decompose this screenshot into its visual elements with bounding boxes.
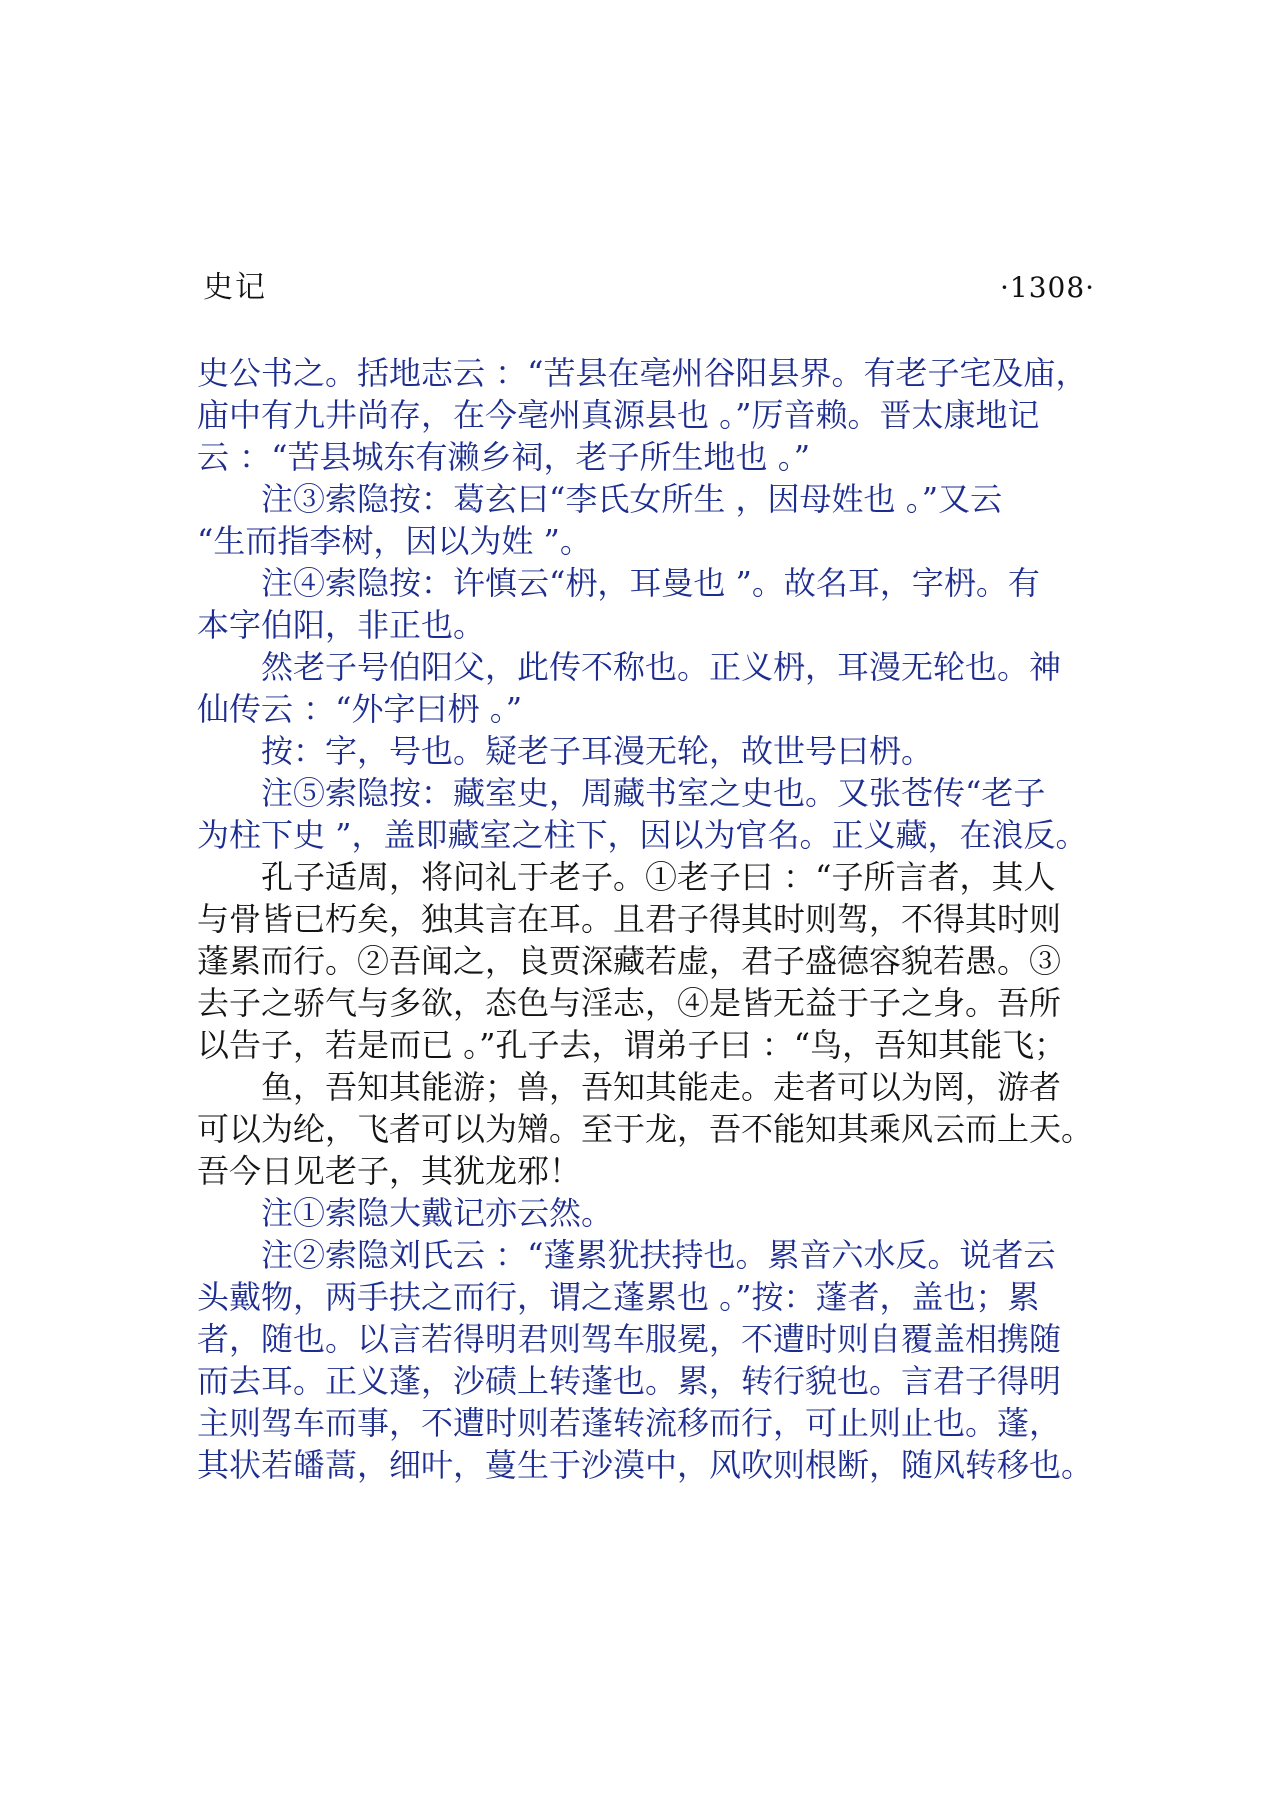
text-line: 注⑤索隐按：藏室史，周藏书室之史也。又张苍传“老子 [261,774,1046,812]
text-line: 庙中有九井尚存，在今亳州真源县也 。”厉音赖。晋太康地记 [197,396,1040,434]
text-line: 孔子适周，将问礼于老子。①老子曰 ：“子所言者，其人 [261,858,1056,896]
text-line: 头戴物，两手扶之而行，谓之蓬累也 。”按：蓬者，盖也；累 [197,1278,1040,1316]
text-line: 与骨皆已朽矣，独其言在耳。且君子得其时则驾，不得其时则 [197,900,1062,938]
text-line: 按：字，号也。疑老子耳漫无轮，故世号曰枬。 [261,732,934,770]
text-line: 而去耳。正义蓬，沙碛上转蓬也。累，转行貌也。言君子得明 [197,1362,1062,1400]
page-body-text [197,352,1112,1486]
text-line: 吾今日见老子，其犹龙邪！ [197,1152,582,1190]
text-line: 注③索隐按：葛玄曰“李氏女所生 ，因母姓也 。”又云 [261,480,1003,518]
running-head-title: 史记 [203,270,267,305]
text-line: 主则驾车而事，不遭时则若蓬转流移而行，可止则止也。蓬， [197,1404,1062,1442]
text-line: 者，随也。以言若得明君则驾车服冕，不遭时则自覆盖相携随 [197,1320,1062,1358]
text-line: 为柱下史 ”，盖即藏室之柱下，因以为官名。正义藏，在浪反。 [197,816,1088,854]
text-line: 然老子号伯阳父，此传不称也。正义枬，耳漫无轮也。神 [261,648,1062,686]
text-line: 注①索隐大戴记亦云然。 [261,1194,614,1232]
text-line: 史公书之。括地志云 ：“苦县在亳州谷阳县界。有老子宅及庙， [197,354,1088,392]
text-line: 鱼，吾知其能游；兽，吾知其能走。走者可以为罔，游者 [261,1068,1062,1106]
text-line: 去子之骄气与多欲，态色与淫志，④是皆无益于子之身。吾所 [197,984,1062,1022]
text-line: 蓬累而行。②吾闻之，良贾深藏若虚，君子盛德容貌若愚。③ [197,942,1062,980]
text-line: 注④索隐按：许慎云“枬，耳曼也 ”。故名耳，字枬。有 [261,564,1040,602]
text-line: “生而指李树，因以为姓 ”。 [197,522,592,560]
text-line: 以告子，若是而已 。”孔子去，谓弟子曰 ：“鸟，吾知其能飞； [197,1026,1067,1064]
text-line: 可以为纶，飞者可以为矰。至于龙，吾不能知其乘风云而上天。 [197,1110,1094,1148]
text-line: 注②索隐刘氏云 ：“蓬累犹扶持也。累音六水反。说者云 [261,1236,1056,1274]
page-number: ·1308· [1000,271,1096,304]
text-line: 其状若皤蒿，细叶，蔓生于沙漠中，风吹则根断，随风转移也。 [197,1446,1094,1484]
text-line: 本字伯阳，非正也。 [197,606,486,644]
text-line: 云 ：“苦县城东有濑乡祠，老子所生地也 。” [197,438,811,476]
text-line: 仙传云 ：“外字曰枬 。” [197,690,523,728]
